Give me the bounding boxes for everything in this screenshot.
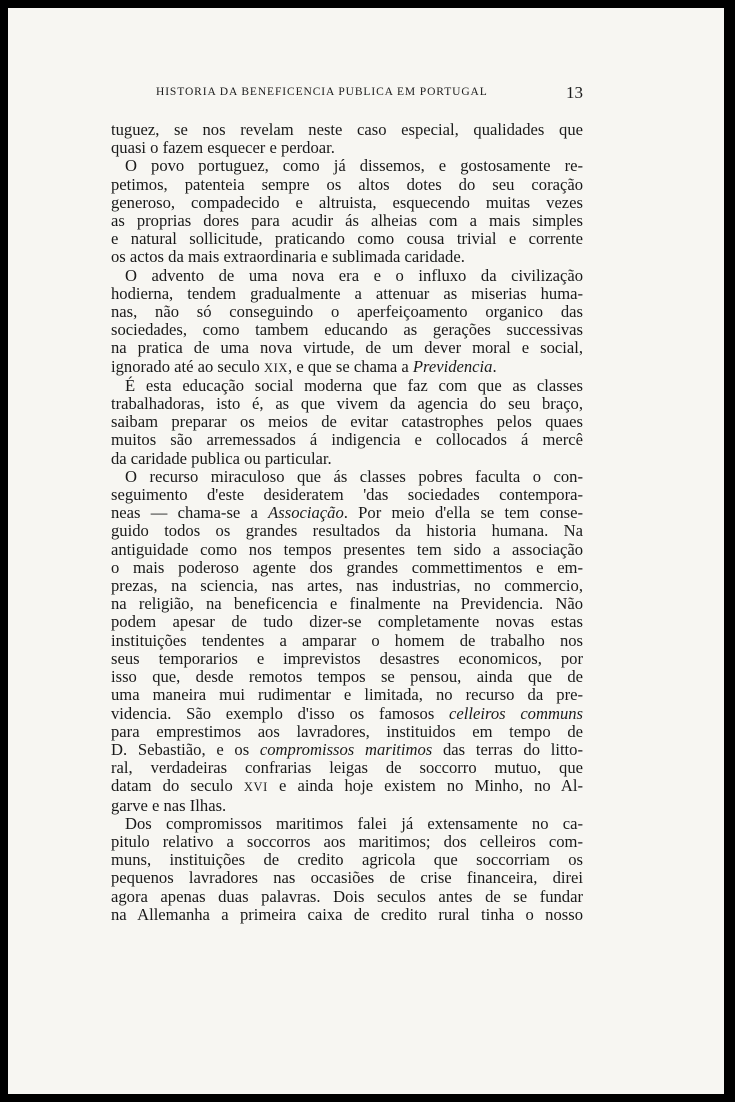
text-segment: . <box>492 356 497 376</box>
text-line: e natural sollicitude, praticando como cousa trivial e corrente <box>111 229 583 249</box>
text-segment: videncia. São exemplo d'isso os famosos <box>111 703 450 723</box>
text-segment: D. Sebastião, e os <box>111 739 260 759</box>
text-line: uma maneira mui rudimentar e limitada, no recurso da pre- <box>111 685 583 705</box>
text-line: ral, verdadeiras confrarias leigas de soccorro mutuo, que <box>111 758 583 778</box>
text-line: saibam preparar os meios de evitar catastrophes pelos quaes <box>111 412 583 432</box>
text-line: isso que, desde remotos tempos se pensou, ainda que de <box>111 667 583 687</box>
text-line: o mais poderoso agente dos grandes commettimentos e em- <box>111 557 583 577</box>
text-line <box>111 741 583 759</box>
text-line <box>111 705 583 723</box>
text-line: na religião, na beneficencia e finalmente na Previdencia. Não <box>111 594 583 614</box>
page-number: 13 <box>566 83 583 102</box>
text-line <box>111 777 583 796</box>
italic-term: compromissos maritimos <box>259 739 433 759</box>
text-line: petimos, patenteia sempre os altos dotes do seu coração <box>111 174 583 194</box>
text-line: antiguidade como nos tempos presentes tem sido a associação <box>111 539 583 559</box>
text-line: guido todos os grandes resultados da historia humana. Na <box>111 521 583 541</box>
text-line: muns, instituições de credito agricola que soccorriam os <box>111 850 583 870</box>
text-segment: das terras do litto- <box>432 739 583 759</box>
text-line: trabalhadoras, isto é, as que vivem da agencia do seu braço, <box>111 394 583 414</box>
century-numeral: XIX <box>263 360 289 375</box>
text-line: muitos são arremessados á indigencia e collocados á mercê <box>111 430 583 450</box>
text-segment: . Por meio d'ella se tem conse- <box>343 503 583 523</box>
text-segment: , e que se chama a <box>288 356 413 376</box>
italic-term: Associação <box>268 503 344 523</box>
running-title: HISTORIA DA BENEFICENCIA PUBLICA EM PORTUGAL <box>156 86 488 98</box>
text-line: na Allemanha a primeira caixa de credito rural tinha o nosso <box>111 904 583 924</box>
text-segment: ignorado até ao seculo <box>111 356 264 376</box>
text-line: os actos da mais extraordinaria e sublimada caridade. <box>111 247 465 267</box>
text-line: O recurso miraculoso que ás classes pobres faculta o con- <box>125 466 583 486</box>
text-line: quasi o fazem esquecer e perdoar. <box>111 138 335 158</box>
text-line: O povo portuguez, como já dissemos, e gostosamente re- <box>125 156 583 176</box>
text-line <box>111 358 583 377</box>
text-line: garve e nas Ilhas. <box>111 795 227 815</box>
text-line: pitulo relativo a soccorros aos maritimos; dos celleiros com- <box>111 831 583 851</box>
text-line: prezas, na sciencia, nas artes, nas industrias, no commercio, <box>111 576 583 596</box>
text-line: seguimento d'este desideratem 'das sociedades contempora- <box>111 485 583 505</box>
text-line: para emprestimos aos lavradores, instituidos em tempo de <box>111 721 583 741</box>
text-line: hodierna, tendem gradualmente a attenuar as miserias huma- <box>111 283 583 303</box>
text-line: da caridade publica ou particular. <box>111 448 332 468</box>
text-line: as proprias dores para acudir ás alheias com a mais simples <box>111 211 583 231</box>
page-header <box>111 83 583 107</box>
text-line: sociedades, como tambem educando as gerações successivas <box>111 320 583 340</box>
text-line: tuguez, se nos revelam neste caso especial, qualidades que <box>111 120 583 139</box>
text-line: na pratica de uma nova virtude, de um dever moral e social, <box>111 338 583 358</box>
text-line: O advento de uma nova era e o influxo da civilização <box>125 265 583 285</box>
text-line: instituições tendentes a amparar o homem de trabalho nos <box>111 630 583 650</box>
text-line <box>111 504 583 522</box>
italic-term: celleiros communs <box>449 703 583 723</box>
text-segment: neas — chama-se a <box>111 503 269 523</box>
text-segment: e ainda hoje existem no Minho, no Al- <box>267 776 583 796</box>
text-line: seus temporarios e imprevistos desastres economicos, por <box>111 648 583 668</box>
text-line: agora apenas duas palavras. Dois seculos antes de se fundar <box>111 886 583 906</box>
body-text <box>111 121 583 924</box>
text-segment: datam do seculo <box>111 776 244 796</box>
italic-term: Previdencia <box>412 356 493 376</box>
text-line: generoso, compadecido e altruista, esquecendo muitas vezes <box>111 192 583 212</box>
text-line: nas, não só conseguindo o aperfeiçoamento organico das <box>111 302 583 322</box>
text-line: podem apesar de tudo dizer-se completamente novas estas <box>111 612 583 632</box>
book-page <box>8 8 724 1094</box>
text-line: Dos compromissos maritimos falei já extensamente no ca- <box>125 813 583 833</box>
text-line: pequenos lavradores nas occasiões de crise financeira, direi <box>111 868 583 888</box>
century-numeral: XVI <box>243 780 268 795</box>
text-line: É esta educação social moderna que faz com que as classes <box>125 375 583 395</box>
